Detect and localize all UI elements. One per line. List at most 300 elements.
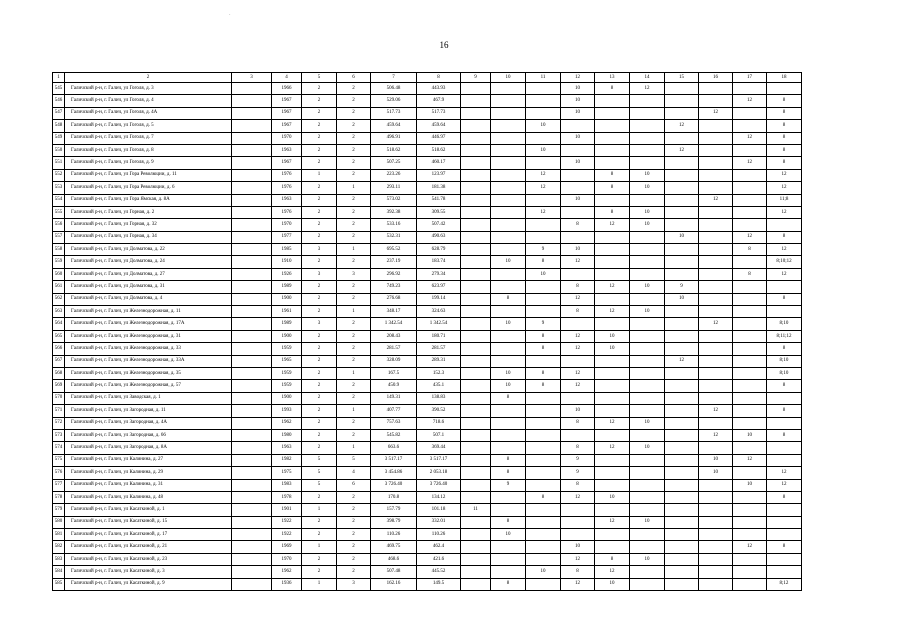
table-cell: 2 [302,429,337,441]
table-cell: 8 [491,516,526,528]
table-cell: 2 [337,219,371,231]
table-cell: 561 [53,281,65,293]
table-cell: 237.19 [371,256,417,268]
address-cell: Галичский р-н, г. Галич, ул Долматова, д. 24 [65,256,232,268]
table-cell [232,479,272,491]
table-cell: 517.73 [417,107,461,119]
table-cell: 12 [767,206,802,218]
table-cell: 10 [630,442,665,454]
table-cell [461,479,491,491]
table-cell [699,206,733,218]
table-cell: 10 [595,330,630,342]
table-cell [595,541,630,553]
column-header: 2 [65,73,232,83]
table-cell: 10 [595,343,630,355]
table-cell [699,83,733,95]
table-cell [526,132,561,144]
table-cell [699,541,733,553]
table-cell: 1967 [272,107,302,119]
table-cell: 12 [526,169,561,181]
table-cell [733,504,767,516]
table-cell: 5 [302,467,337,479]
table-cell: 10 [665,231,699,243]
table-cell [232,355,272,367]
address-cell: Галичский р-н, г. Галич, ул Гоголя, д. 9 [65,157,232,169]
table-cell: 12 [767,479,802,491]
table-cell [561,144,595,156]
table-cell: 2 [337,566,371,578]
table-cell: 749.23 [371,281,417,293]
table-cell: 2 [337,132,371,144]
table-cell [699,355,733,367]
table-cell: 10 [526,144,561,156]
table-cell: 2 [302,95,337,107]
table-cell [595,256,630,268]
column-header: 6 [337,73,371,83]
table-cell: 518.62 [371,144,417,156]
address-cell: Галичский р-н, г. Галич, ул Загородная, д. 8А [65,442,232,454]
table-cell: 12 [595,417,630,429]
table-cell: 123.97 [417,169,461,181]
table-cell [232,169,272,181]
table-cell: 757.63 [371,417,417,429]
address-cell: Галичский р-н, г. Галич, ул Касаткиной, д. 21 [65,541,232,553]
table-cell [461,231,491,243]
table-cell: 2 [302,194,337,206]
table-cell [232,268,272,280]
table-cell: 2 [302,380,337,392]
table-row [53,529,802,541]
table-cell [232,231,272,243]
table-cell: 149.31 [371,392,417,404]
table-cell [561,429,595,441]
table-cell [630,491,665,503]
table-cell [630,293,665,305]
table-cell [232,206,272,218]
address-cell: Галичский р-н, г. Галич, ул Гоголя, д. 7 [65,132,232,144]
table-cell [232,219,272,231]
table-cell [461,553,491,565]
table-cell: 507.25 [371,157,417,169]
table-cell [491,219,526,231]
table-cell [461,429,491,441]
table-cell [665,157,699,169]
table-cell: 1 [337,306,371,318]
table-cell: 8 [561,479,595,491]
table-cell: 12 [767,169,802,181]
table-cell: 110.26 [371,529,417,541]
table-cell [526,479,561,491]
table-cell: 2 [337,429,371,441]
table-cell [561,529,595,541]
table-cell: 12 [699,405,733,417]
table-cell [526,306,561,318]
table-cell: 583 [53,553,65,565]
table-cell: 12 [561,367,595,379]
column-header: 10 [491,73,526,83]
table-row [53,132,802,144]
table-cell: 8 [767,231,802,243]
table-cell: 1989 [272,318,302,330]
table-cell: 1926 [272,268,302,280]
table-cell [699,132,733,144]
column-header: 9 [461,73,491,83]
table-cell: 12 [595,442,630,454]
table-cell [699,256,733,268]
table-cell: 8 [491,392,526,404]
table-cell [232,330,272,342]
table-row [53,194,802,206]
table-row [53,442,802,454]
table-cell: 445.52 [417,566,461,578]
table-cell [595,467,630,479]
table-cell: 8 [767,95,802,107]
table-cell: 1961 [272,306,302,318]
table-cell [733,107,767,119]
table-cell [232,529,272,541]
table-cell [232,293,272,305]
table-cell: 556 [53,219,65,231]
table-cell [232,194,272,206]
table-cell: 549 [53,132,65,144]
table-cell: 2 [337,107,371,119]
table-cell [526,516,561,528]
table-cell: 579 [53,504,65,516]
table-cell [461,281,491,293]
table-cell: 8 [767,491,802,503]
column-header: 13 [595,73,630,83]
table-cell: 467.9 [417,95,461,107]
table-cell [491,206,526,218]
table-cell: 1 [337,405,371,417]
table-cell [630,541,665,553]
table-cell [699,479,733,491]
table-cell [733,405,767,417]
table-cell: 289.31 [417,355,461,367]
table-cell: 2 [337,504,371,516]
table-cell [733,83,767,95]
table-cell [595,318,630,330]
table-cell [526,194,561,206]
table-cell [491,491,526,503]
table-cell: 8 [767,107,802,119]
table-cell: 12 [526,206,561,218]
table-cell [561,206,595,218]
table-cell: 3 [337,268,371,280]
table-cell: 12 [595,281,630,293]
table-cell [491,281,526,293]
table-cell: 1967 [272,95,302,107]
table-cell [665,566,699,578]
table-cell: 407.77 [371,405,417,417]
table-cell [526,553,561,565]
table-cell [595,479,630,491]
table-cell [595,429,630,441]
table-cell: 559 [53,256,65,268]
table-cell [232,467,272,479]
table-cell [461,132,491,144]
table-cell: 324.63 [417,306,461,318]
table-cell: 469.75 [371,541,417,553]
table-cell: 1977 [272,231,302,243]
table-cell [665,318,699,330]
table-cell [630,454,665,466]
table-cell [232,107,272,119]
table-cell: 2 [337,417,371,429]
table-cell: 548 [53,120,65,132]
table-cell: 8;10 [767,367,802,379]
table-cell: 459.64 [417,120,461,132]
table-cell [699,231,733,243]
table-cell [665,442,699,454]
table-cell [561,120,595,132]
table-cell: 490.63 [417,231,461,243]
table-cell: 183.74 [417,256,461,268]
table-cell: 1922 [272,516,302,528]
table-cell [767,504,802,516]
table-cell [595,244,630,256]
table-cell [491,244,526,256]
address-cell: Галичский р-н, г. Галич, ул Долматова, д. 22 [65,244,232,256]
table-cell [630,330,665,342]
table-cell [630,194,665,206]
address-cell: Галичский р-н, г. Галич, ул Калинина, д. 48 [65,491,232,503]
table-cell: 10 [561,95,595,107]
table-cell: 279.34 [417,268,461,280]
table-cell [595,194,630,206]
table-cell [630,566,665,578]
table-row [53,157,802,169]
table-cell: 10 [699,467,733,479]
table-cell: 2 [337,281,371,293]
table-row [53,367,802,379]
table-cell [526,231,561,243]
table-cell: 8 [733,244,767,256]
table-cell: 10 [630,169,665,181]
table-row [53,281,802,293]
table-cell: 1962 [272,566,302,578]
table-cell: 1976 [272,169,302,181]
column-header: 16 [699,73,733,83]
table-cell: 9 [561,454,595,466]
table-cell [630,95,665,107]
table-cell: 1969 [272,541,302,553]
table-cell: 10 [733,479,767,491]
table-cell: 12 [699,194,733,206]
table-cell: 1 [302,541,337,553]
table-cell [630,343,665,355]
table-cell [561,516,595,528]
table-cell: 553 [53,182,65,194]
table-cell [526,504,561,516]
table-row [53,504,802,516]
table-cell [526,541,561,553]
address-cell: Галичский р-н, г. Галич, ул Горная, д. 32 [65,219,232,231]
address-cell: Галичский р-н, г. Галич, ул Горная, д. 34 [65,231,232,243]
table-cell [461,169,491,181]
address-cell: Галичский р-н, г. Галич, ул Железнодорожная, д. 33А [65,355,232,367]
table-cell: 309.55 [417,206,461,218]
table-cell [461,157,491,169]
table-cell [526,95,561,107]
table-cell: 138.83 [417,392,461,404]
table-cell: 2 [337,144,371,156]
table-cell [665,206,699,218]
table-cell: 1982 [272,454,302,466]
table-cell: 1989 [272,281,302,293]
table-cell: 2 [337,516,371,528]
table-row [53,578,802,590]
table-cell: 8;10;12 [767,256,802,268]
table-cell: 12 [699,429,733,441]
table-cell: 390.52 [417,405,461,417]
table-cell: 8 [561,417,595,429]
table-cell: 541.78 [417,194,461,206]
table-cell: 533.16 [371,219,417,231]
table-cell: 574 [53,442,65,454]
table-cell: 12 [561,293,595,305]
table-cell: 328.09 [371,355,417,367]
table-cell: 2 [302,281,337,293]
table-row [53,467,802,479]
table-cell: 8;10 [767,355,802,367]
table-cell [733,343,767,355]
table-row [53,405,802,417]
column-header: 11 [526,73,561,83]
table-cell [232,380,272,392]
address-cell: Галичский р-н, г. Галич, ул Долматова, д. 4 [65,293,232,305]
table-cell: 8 [767,144,802,156]
address-cell: Галичский р-н, г. Галич, ул Железнодорожная, д. 17А [65,318,232,330]
table-cell [461,529,491,541]
table-row [53,417,802,429]
table-cell: 10 [561,132,595,144]
table-cell: 8 [595,206,630,218]
table-cell [630,107,665,119]
table-cell [733,566,767,578]
table-cell: 2 [302,83,337,95]
table-cell: 573 [53,429,65,441]
table-cell: 10 [491,256,526,268]
table-cell: 8 [526,380,561,392]
table-cell [665,541,699,553]
table-cell: 1900 [272,293,302,305]
table-cell: 1976 [272,182,302,194]
table-cell [461,516,491,528]
table-cell: 1966 [272,83,302,95]
table-cell [561,318,595,330]
table-cell [232,504,272,516]
table-cell [491,83,526,95]
table-header-row [53,73,802,83]
table-cell [665,405,699,417]
table-cell: 628.79 [417,244,461,256]
table-cell [665,467,699,479]
table-cell: 12 [699,318,733,330]
table-cell: 9 [561,467,595,479]
table-cell [630,504,665,516]
table-cell [630,318,665,330]
table-cell: 443.93 [417,83,461,95]
table-cell [699,144,733,156]
table-cell: 8 [595,553,630,565]
table-row [53,429,802,441]
table-cell: 2 [302,553,337,565]
table-cell [733,467,767,479]
table-cell [595,157,630,169]
address-cell: Галичский р-н, г. Галич, ул Долматова, д. 31 [65,281,232,293]
table-cell: 545.82 [371,429,417,441]
table-cell: 199.14 [417,293,461,305]
table-cell [699,330,733,342]
table-cell [526,355,561,367]
table-cell: 3 454.86 [371,467,417,479]
table-cell: 5 [302,454,337,466]
table-cell [699,120,733,132]
address-cell: Галичский р-н, г. Галич, ул Загородная, д. 66 [65,429,232,441]
address-cell: Галичский р-н, г. Галич, ул Касаткиной, д. 9 [65,578,232,590]
table-cell [665,132,699,144]
table-cell: 2 [337,355,371,367]
table-cell: 181.38 [417,182,461,194]
table-cell [699,182,733,194]
table-row [53,231,802,243]
table-row [53,392,802,404]
table-cell: 12 [665,120,699,132]
table-cell: 12 [733,454,767,466]
column-header: 12 [561,73,595,83]
table-cell [767,553,802,565]
table-cell: 2 [337,194,371,206]
table-cell [232,144,272,156]
table-cell [561,182,595,194]
table-cell: 2 [337,343,371,355]
table-cell: 695.52 [371,244,417,256]
table-cell [491,107,526,119]
table-cell [665,268,699,280]
table-cell: 1 [302,578,337,590]
table-cell [491,169,526,181]
table-row [53,491,802,503]
address-cell: Галичский р-н, г. Галич, ул Калинина, д. 29 [65,467,232,479]
table-cell: 2 [337,392,371,404]
table-cell: 576 [53,467,65,479]
column-header: 1 [53,73,65,83]
table-cell [733,491,767,503]
table-row [53,330,802,342]
table-cell [461,343,491,355]
table-cell: 547 [53,107,65,119]
table-cell: 551 [53,157,65,169]
table-cell: 2 [337,231,371,243]
table-cell [491,144,526,156]
table-cell: 1910 [272,256,302,268]
table-cell: 1900 [272,330,302,342]
table-cell: 8 [561,306,595,318]
table-cell: 276.68 [371,293,417,305]
table-cell [665,529,699,541]
table-cell: 2 [302,516,337,528]
table-cell: 1963 [272,194,302,206]
table-cell: 1967 [272,157,302,169]
table-cell: 2 [302,107,337,119]
table-cell [665,504,699,516]
table-cell: 12 [733,132,767,144]
table-cell [461,182,491,194]
table-cell: 435.1 [417,380,461,392]
table-row [53,206,802,218]
table-cell: 398.79 [371,516,417,528]
